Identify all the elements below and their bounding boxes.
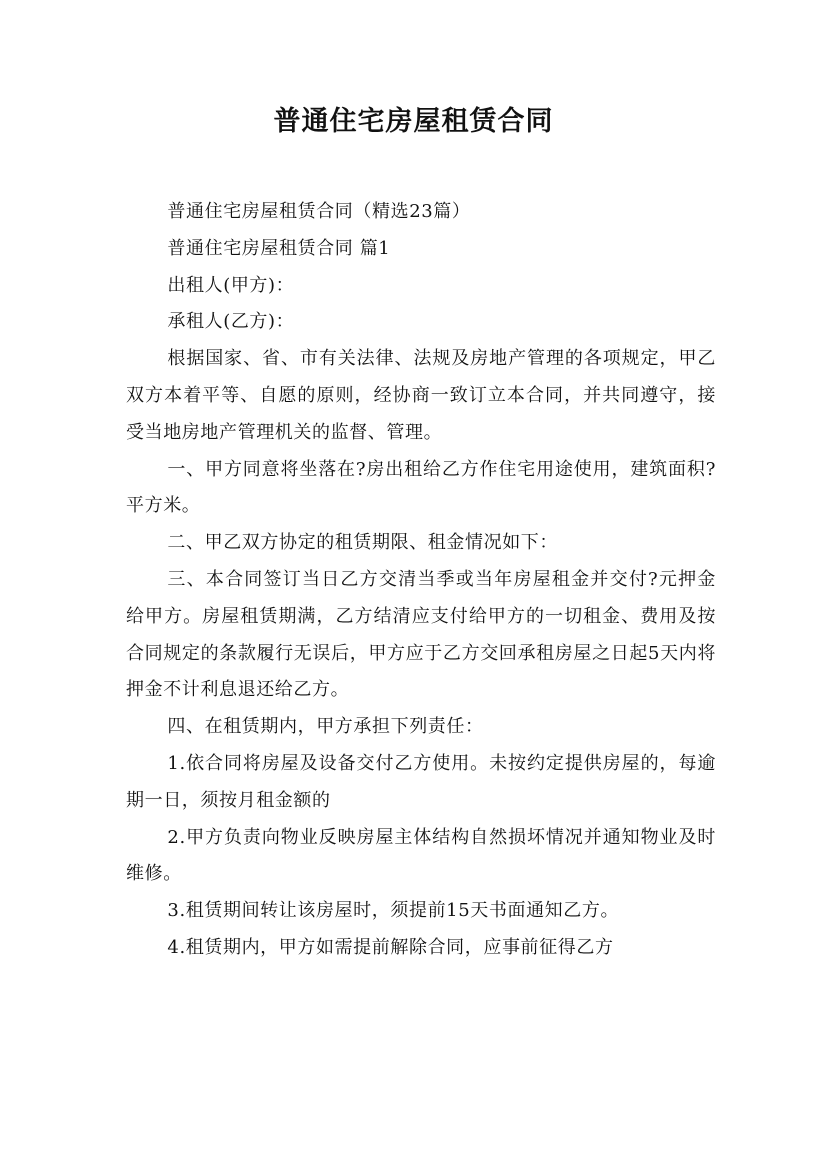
document-body — [126, 194, 716, 967]
paragraph-item-3: 3.租赁期间转让该房屋时，须提前15天书面通知乙方。 — [167, 900, 620, 922]
paragraph-clause-2: 二、甲乙双方协定的租赁期限、租金情况如下： — [167, 532, 558, 554]
paragraph-lessor: 出租人(甲方)： — [167, 274, 295, 296]
paragraph-item-4: 4.租赁期内，甲方如需提前解除合同，应事前征得乙方 — [167, 936, 614, 958]
paragraph-item-2: 2.甲方负责向物业反映房屋主体结构自然损坏情况并通知物业及时维修。 — [126, 826, 716, 885]
paragraph-lessee: 承租人(乙方)： — [167, 311, 295, 333]
paragraph-preamble: 根据国家、省、市有关法律、法规及房地产管理的各项规定，甲乙双方本着平等、自愿的原则，经协商一致订立本合同，并共同遵守，接受当地房地产管理机关的监督、管理。 — [126, 348, 716, 443]
paragraph-section-heading: 普通住宅房屋租赁合同 篇1 — [167, 237, 391, 259]
paragraph-clause-1: 一、甲方同意将坐落在?房出租给乙方作住宅用途使用，建筑面积?平方米。 — [126, 458, 716, 517]
paragraph-clause-4: 四、在租赁期内，甲方承担下列责任： — [167, 716, 484, 738]
document-title: 普通住宅房屋租赁合同 — [273, 106, 554, 137]
paragraph-clause-3: 三、本合同签订当日乙方交清当季或当年房屋租金并交付?元押金给甲方。房屋租赁期满，乙方结清应支付给甲方的一切租金、费用及按合同规定的条款履行无误后，甲方应于乙方交回承租房屋之日起5天内将押金不计利息退还给乙方。 — [126, 568, 716, 701]
paragraph-item-1: 1.依合同将房屋及设备交付乙方使用。未按约定提供房屋的，每逾期一日，须按月租金额的 — [126, 752, 716, 811]
paragraph-subtitle: 普通住宅房屋租赁合同（精选23篇） — [167, 201, 471, 222]
